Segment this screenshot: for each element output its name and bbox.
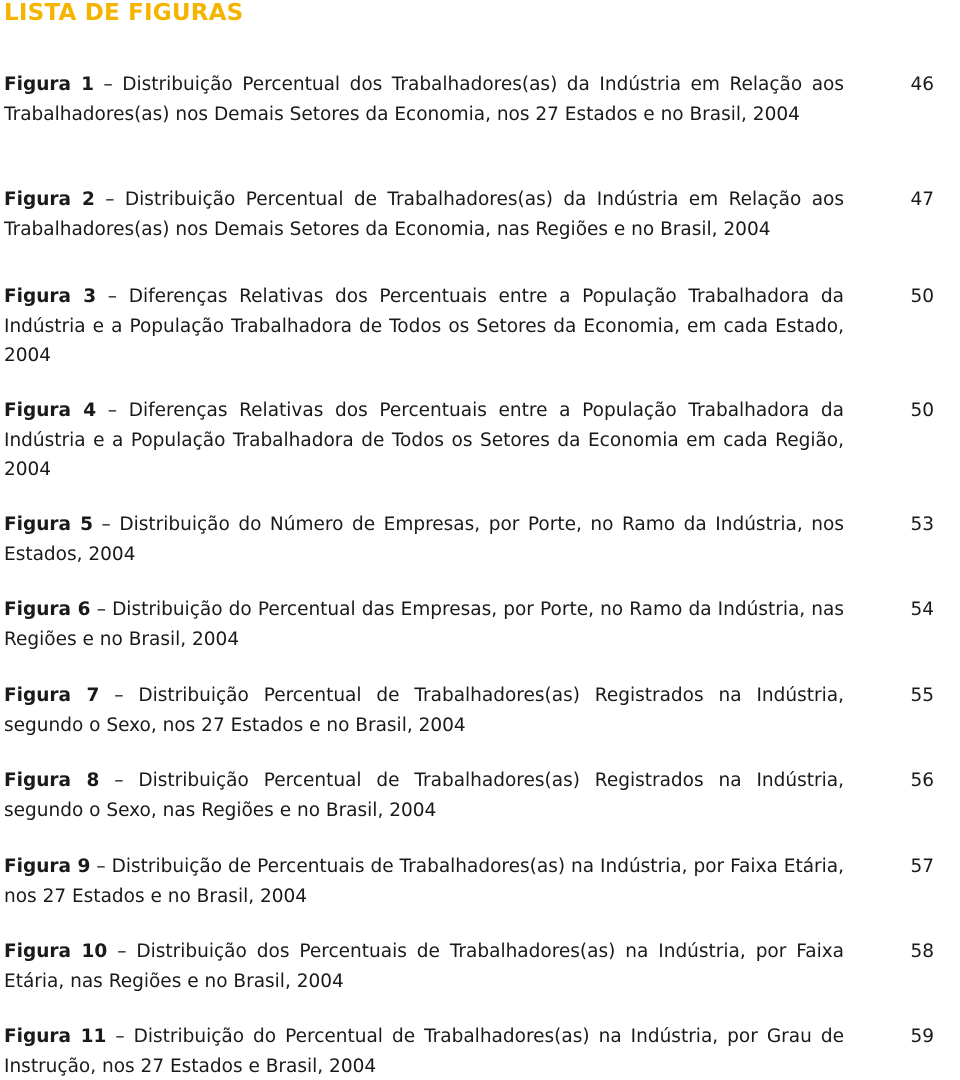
entry-text: [4, 595, 844, 654]
page-number: 56: [910, 770, 934, 791]
entry-text: [4, 681, 844, 740]
figure-title: Distribuição Percentual de Trabalhadores(as) da Indústria em Relação aos Trabalhadores(as) nos Demais Setores da Economia, nas Regiões e no Brasil, 2004: [4, 189, 844, 240]
page-number: 47: [910, 189, 934, 210]
figure-label: Figura 6: [4, 599, 91, 620]
figure-label: Figura 9: [4, 856, 91, 877]
figure-title: Distribuição do Número de Empresas, por Porte, no Ramo da Indústria, nos Estados, 2004: [4, 514, 844, 565]
page-number: 53: [910, 514, 934, 535]
entry-text: [4, 1022, 844, 1080]
dash: –: [105, 189, 115, 210]
figure-title: Distribuição do Percentual de Trabalhadores(as) na Indústria, por Grau de Instrução, nos 27 Estados e Brasil, 2004: [4, 1026, 844, 1077]
entry-text: [4, 396, 844, 485]
dash: –: [103, 74, 113, 95]
figure-title: Distribuição dos Percentuais de Trabalhadores(as) na Indústria, por Faixa Etária, nas Regiões e no Brasil, 2004: [4, 941, 844, 992]
page-number: 50: [910, 286, 934, 307]
entry-text: [4, 510, 844, 569]
dash: –: [117, 941, 127, 962]
page-heading: LISTA DE FIGURAS: [4, 0, 244, 26]
dash: –: [96, 856, 106, 877]
figure-label: Figura 3: [4, 286, 97, 307]
dash: –: [115, 1026, 125, 1047]
page-number: 58: [910, 941, 934, 962]
entry-text: [4, 852, 844, 911]
figure-label: Figura 1: [4, 74, 94, 95]
dash: –: [114, 685, 124, 706]
figure-label: Figura 5: [4, 514, 93, 535]
figure-label: Figura 11: [4, 1026, 107, 1047]
entry-text: [4, 766, 844, 825]
figure-label: Figura 10: [4, 941, 108, 962]
page-number: 59: [910, 1026, 934, 1047]
entry-text: [4, 185, 844, 244]
dash: –: [114, 770, 124, 791]
dash: –: [101, 514, 111, 535]
figure-title: Distribuição Percentual de Trabalhadores(as) Registrados na Indústria, segundo o Sexo, nos 27 Estados e no Brasil, 2004: [4, 685, 844, 736]
figure-label: Figura 2: [4, 189, 95, 210]
figure-label: Figura 4: [4, 400, 97, 421]
figure-title: Distribuição do Percentual das Empresas, por Porte, no Ramo da Indústria, nas Regiões e no Brasil, 2004: [4, 599, 845, 650]
figure-title: Distribuição Percentual dos Trabalhadores(as) da Indústria em Relação aos Trabalhadores(as) nos Demais Setores da Economia, nos 27 Estados e no Brasil, 2004: [4, 74, 845, 125]
page-number: 55: [910, 685, 934, 706]
entry-text: [4, 937, 844, 996]
dash: –: [96, 599, 106, 620]
page-number: 54: [910, 599, 934, 620]
figure-title: Diferenças Relativas dos Percentuais entre a População Trabalhadora da Indústria e a População Trabalhadora de Todos os Setores da Economia, em cada Estado, 2004: [4, 286, 844, 366]
figure-label: Figura 7: [4, 685, 100, 706]
figure-title: Distribuição Percentual de Trabalhadores(as) Registrados na Indústria, segundo o Sexo, nas Regiões e no Brasil, 2004: [4, 770, 844, 821]
entry-text: [4, 70, 844, 129]
dash: –: [107, 400, 118, 421]
page-number: 57: [910, 856, 934, 877]
figure-title: Distribuição de Percentuais de Trabalhadores(as) na Indústria, por Faixa Etária, nos 27 Estados e no Brasil, 2004: [4, 856, 845, 907]
page-number: 46: [910, 74, 934, 95]
figure-label: Figura 8: [4, 770, 100, 791]
dash: –: [107, 286, 118, 307]
page-number: 50: [910, 400, 934, 421]
figure-title: Diferenças Relativas dos Percentuais entre a População Trabalhadora da Indústria e a População Trabalhadora de Todos os Setores da Economia em cada Região, 2004: [4, 400, 844, 480]
entry-text: [4, 282, 844, 371]
